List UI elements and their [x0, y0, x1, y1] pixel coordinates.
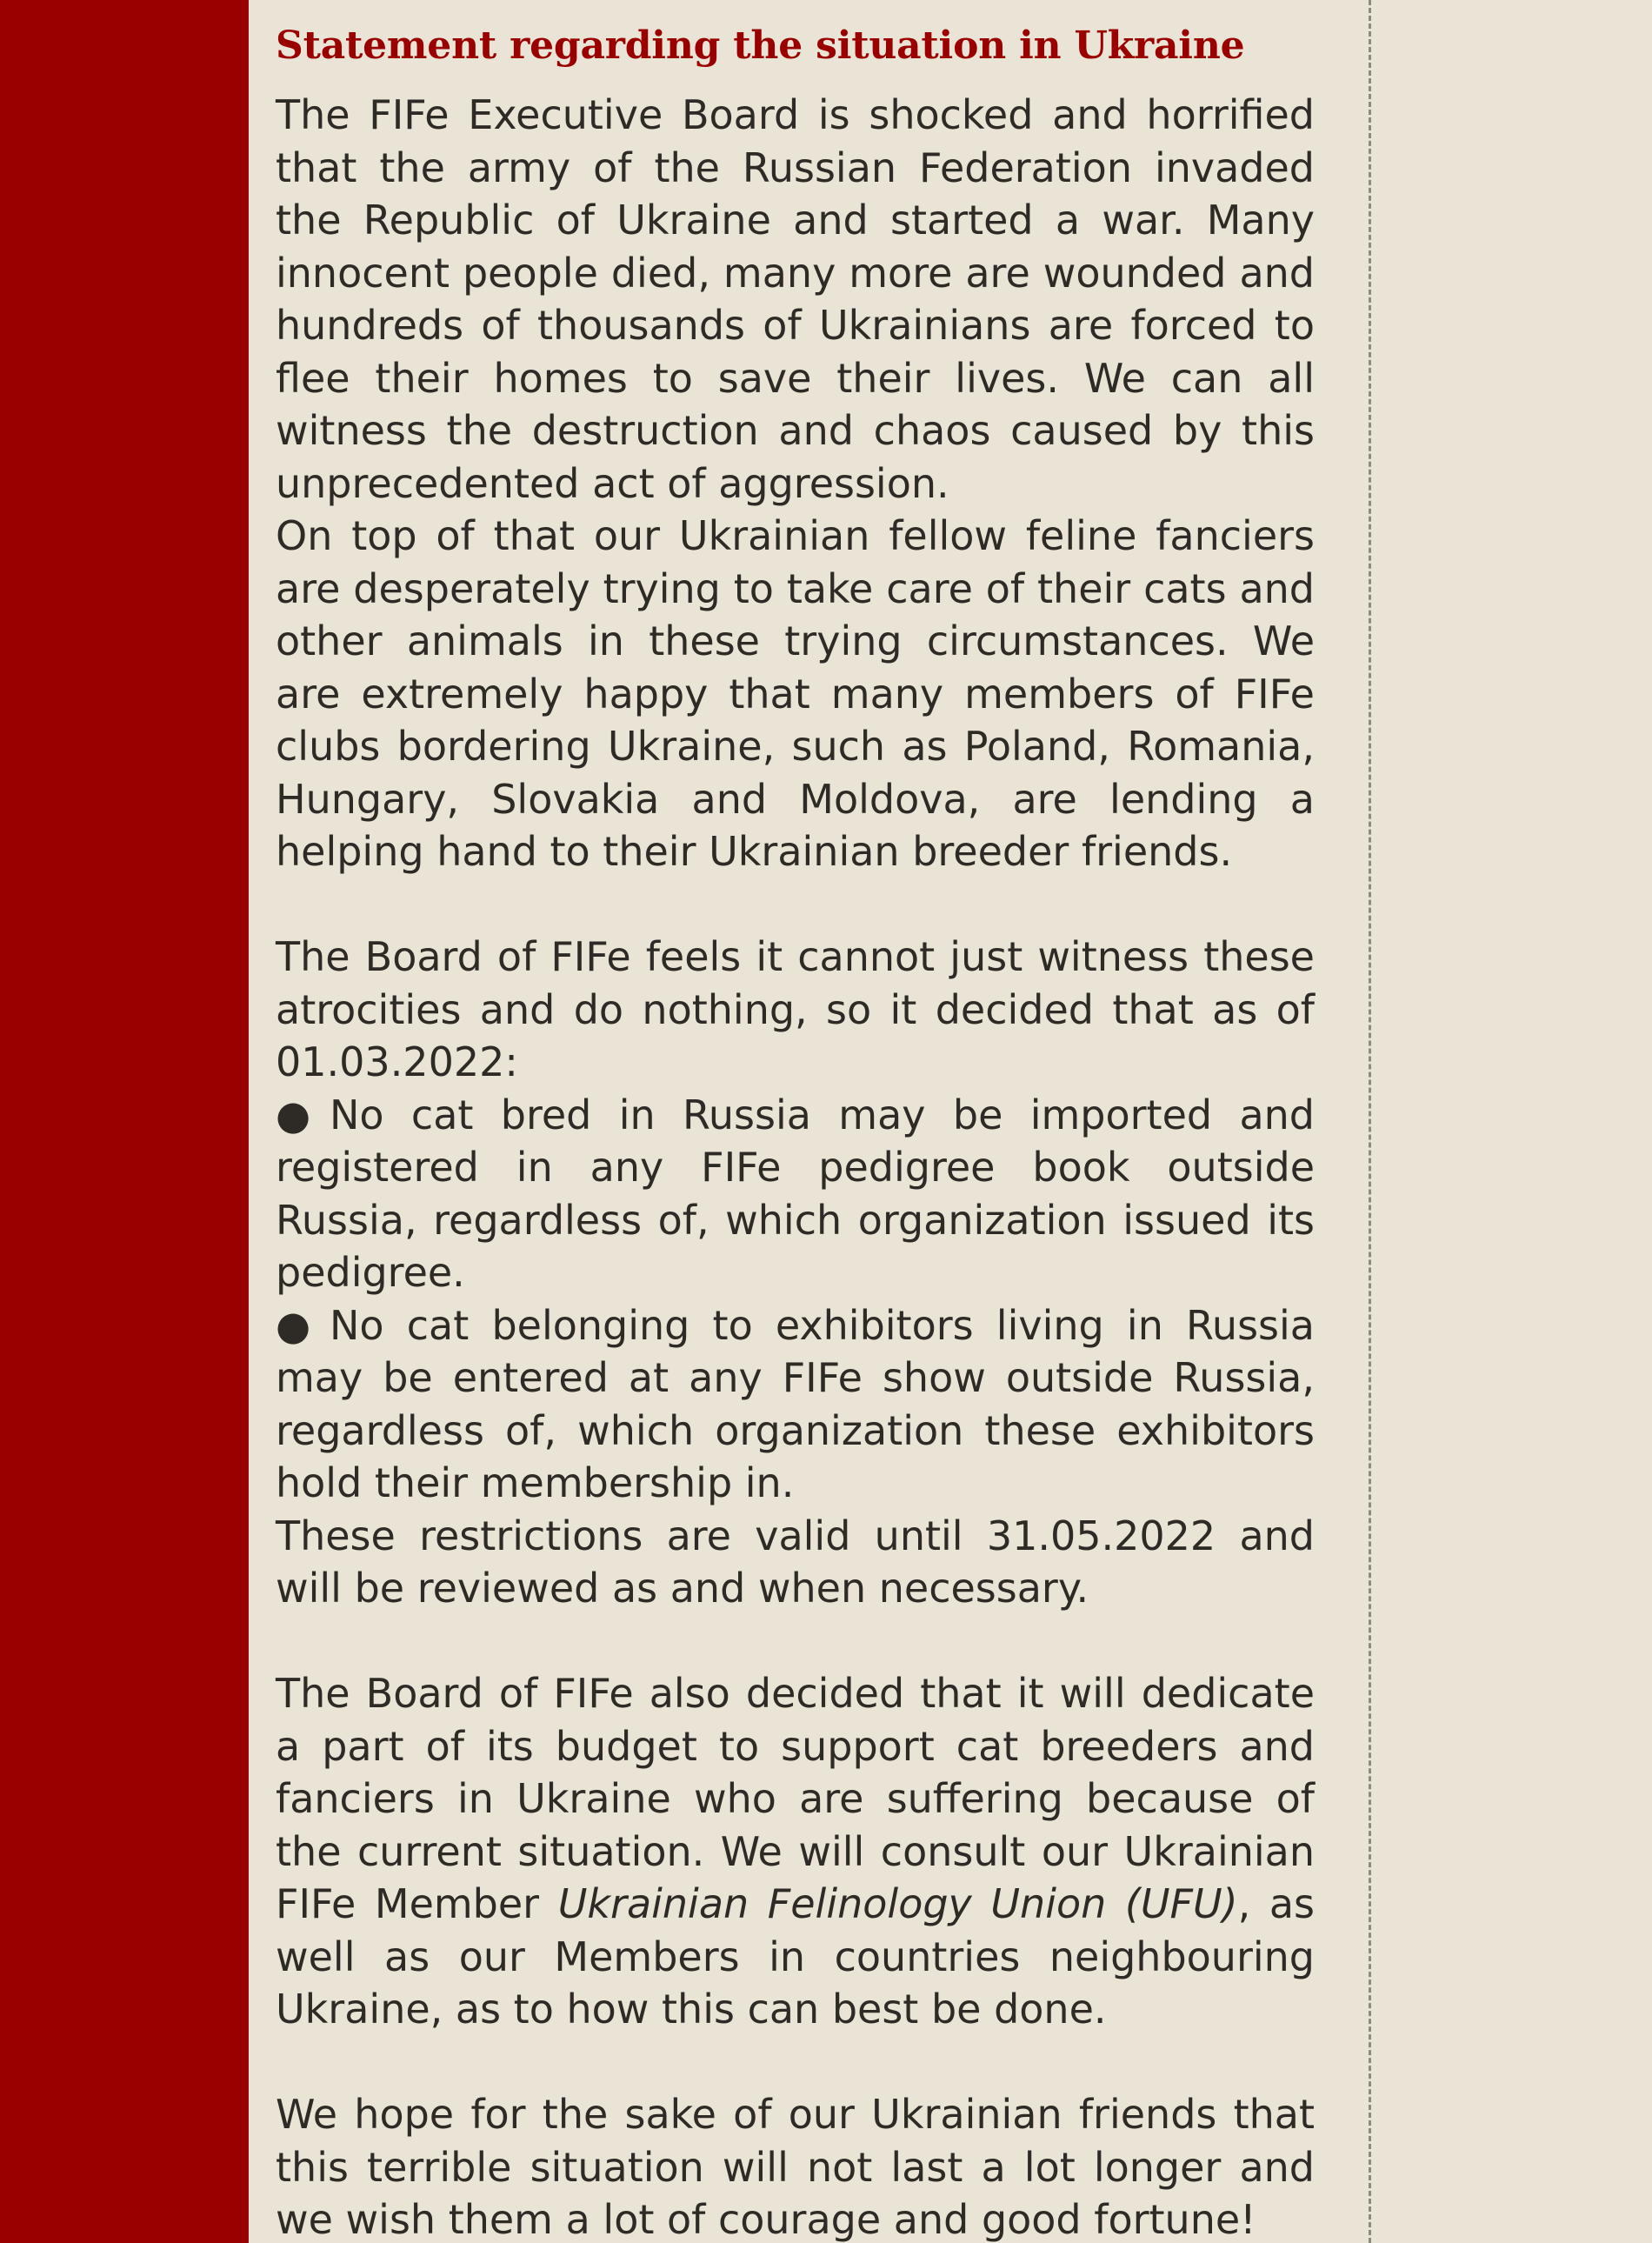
paragraph-invasion: The FIFe Executive Board is shocked and horrified that the army of the Russian Federation invaded the Republic of Ukraine and started a war. Many innocent people died, many more are wounded and hundreds of thousands of Ukrainians are forced to flee their homes to save their lives. We can all witness the destruction and chaos caused by this unprecedented act of aggression. [276, 91, 1315, 507]
paragraph-fanciers: On top of that our Ukrainian fellow feline fanciers are desperately trying to take care of their cats and other animals in these trying circumstances. We are extremely happy that many members of FIFe clubs bordering Ukraine, such as Poland, Romania, Hungary, Slovakia and Moldova, are lending a helping hand to their Ukrainian breeder friends. [276, 512, 1315, 875]
bullet-text: No cat belonging to exhibitors living in Russia may be entered at any FIFe show outside Russia, regardless of, which organization these exhibitors hold their membership in. [276, 1301, 1315, 1506]
bullet-text: No cat bred in Russia may be imported and registered in any FIFe pedigree book outside Russia, regardless of, which organization issued its pedigree. [276, 1091, 1315, 1296]
paragraph-budget-support [276, 1667, 1315, 2036]
bullet-icon: ● [276, 1091, 311, 1138]
bullet-item-show-ban [276, 1299, 1315, 1510]
paragraph-restrictions-validity: These restrictions are valid until 31.05.2022 and will be reviewed as and when necessary. [276, 1512, 1315, 1612]
bullet-item-import-ban [276, 1089, 1315, 1299]
ufu-name: Ukrainian Felinology Union (UFU) [557, 1880, 1238, 1927]
dashed-divider [1369, 0, 1371, 2243]
budget-text-end: , as well as our Members in countries neighbouring Ukraine, as to how this can best be done. [276, 1880, 1315, 2033]
budget-text-start: The Board of FIFe also decided that it will dedicate a part of its budget to support cat breeders and fanciers in Ukraine who are suffering because of the current situation. We will consult our Ukrainian FIFe Member [276, 1670, 1315, 1927]
paragraph-board-decision: The Board of FIFe feels it cannot just witness these atrocities and do nothing, so it decided that as of 01.03.2022: [276, 933, 1315, 1085]
paragraph-closing-wishes: We hope for the sake of our Ukrainian friends that this terrible situation will not last a lot longer and we wish them a lot of courage and good fortune! [276, 2091, 1315, 2243]
bullet-icon: ● [276, 1301, 311, 1349]
article-content [276, 19, 1315, 2243]
article-title: Statement regarding the situation in Ukraine [276, 23, 1245, 68]
left-sidebar-bar [0, 0, 249, 2243]
